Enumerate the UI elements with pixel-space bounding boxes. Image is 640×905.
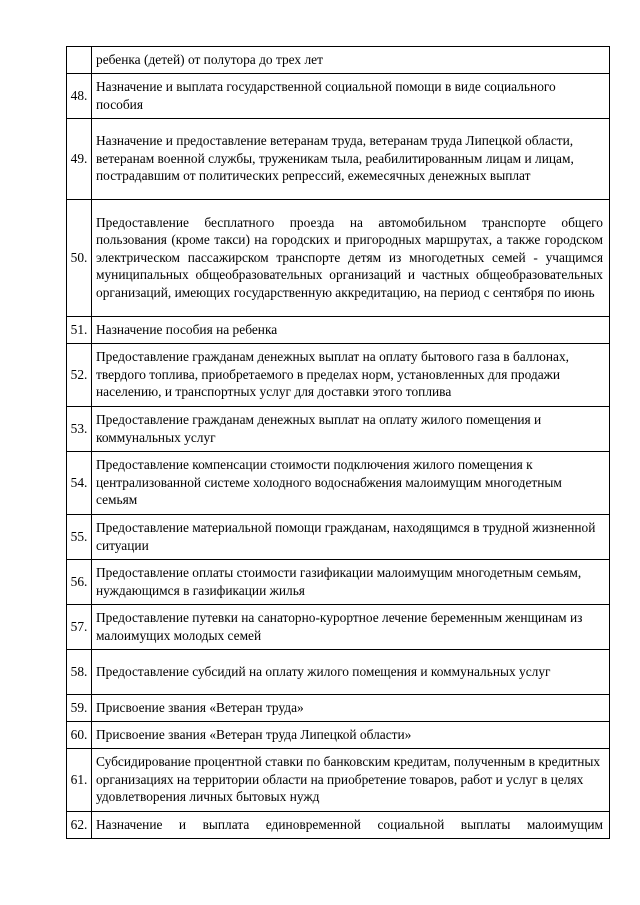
row-number: 61.	[67, 749, 92, 812]
row-number: 49.	[67, 119, 92, 200]
service-name: Назначение и предоставление ветеранам труда, ветеранам труда Липецкой области, ветеранам военной службы, труженикам тыла, реабилитированным лицам и лицам, пострадавшим от политических репрессий, ежемесячных денежных выплат	[92, 119, 610, 200]
service-name: ребенка (детей) от полутора до трех лет	[92, 47, 610, 74]
row-number	[67, 47, 92, 74]
table-row	[67, 812, 610, 839]
table-row	[67, 650, 610, 695]
table-row	[67, 344, 610, 407]
row-number: 62.	[67, 812, 92, 839]
service-name: Присвоение звания «Ветеран труда»	[92, 695, 610, 722]
row-number: 48.	[67, 74, 92, 119]
service-name: Предоставление компенсации стоимости подключения жилого помещения к централизованной системе холодного водоснабжения малоимущим многодетным семьям	[92, 452, 610, 515]
table-row	[67, 47, 610, 74]
service-name: Назначение и выплата государственной социальной помощи в виде социального пособия	[92, 74, 610, 119]
service-name: Предоставление оплаты стоимости газификации малоимущим многодетным семьям, нуждающимся в газификации жилья	[92, 560, 610, 605]
row-number: 55.	[67, 515, 92, 560]
service-name: Назначение и выплата единовременной социальной выплаты малоимущим	[92, 812, 610, 839]
table-row	[67, 749, 610, 812]
row-number: 57.	[67, 605, 92, 650]
table-row	[67, 452, 610, 515]
table-row	[67, 74, 610, 119]
service-name: Предоставление бесплатного проезда на автомобильном транспорте общего пользования (кроме такси) на городских и пригородных маршрутах, а также городском электрическом пассажирском транспорте детям из многодетных семей - учащимся муниципальных общеобразовательных организаций и частных общеобразовательных организаций, имеющих государственную аккредитацию, на период с сентября по июнь	[92, 200, 610, 317]
table-row	[67, 515, 610, 560]
table-row	[67, 407, 610, 452]
table-row	[67, 605, 610, 650]
table-row	[67, 560, 610, 605]
table-row	[67, 119, 610, 200]
table-row	[67, 695, 610, 722]
service-name: Субсидирование процентной ставки по банковским кредитам, полученным в кредитных организациях на территории области на приобретение товаров, работ и услуг в целях удовлетворения личных бытовых нужд	[92, 749, 610, 812]
row-number: 53.	[67, 407, 92, 452]
service-name: Предоставление гражданам денежных выплат на оплату бытового газа в баллонах, твердого топлива, приобретаемого в пределах норм, установленных для продажи населению, и транспортных услуг для доставки этого топлива	[92, 344, 610, 407]
service-name: Предоставление субсидий на оплату жилого помещения и коммунальных услуг	[92, 650, 610, 695]
services-table-body	[67, 47, 610, 839]
row-number: 56.	[67, 560, 92, 605]
row-number: 54.	[67, 452, 92, 515]
service-name: Предоставление гражданам денежных выплат на оплату жилого помещения и коммунальных услуг	[92, 407, 610, 452]
row-number: 52.	[67, 344, 92, 407]
table-row	[67, 722, 610, 749]
row-number: 51.	[67, 317, 92, 344]
row-number: 60.	[67, 722, 92, 749]
row-number: 50.	[67, 200, 92, 317]
service-name: Присвоение звания «Ветеран труда Липецкой области»	[92, 722, 610, 749]
service-name: Предоставление путевки на санаторно-курортное лечение беременным женщинам из малоимущих молодых семей	[92, 605, 610, 650]
services-table	[66, 46, 610, 839]
service-name: Предоставление материальной помощи гражданам, находящимся в трудной жизненной ситуации	[92, 515, 610, 560]
table-row	[67, 317, 610, 344]
table-row	[67, 200, 610, 317]
row-number: 59.	[67, 695, 92, 722]
row-number: 58.	[67, 650, 92, 695]
service-name: Назначение пособия на ребенка	[92, 317, 610, 344]
